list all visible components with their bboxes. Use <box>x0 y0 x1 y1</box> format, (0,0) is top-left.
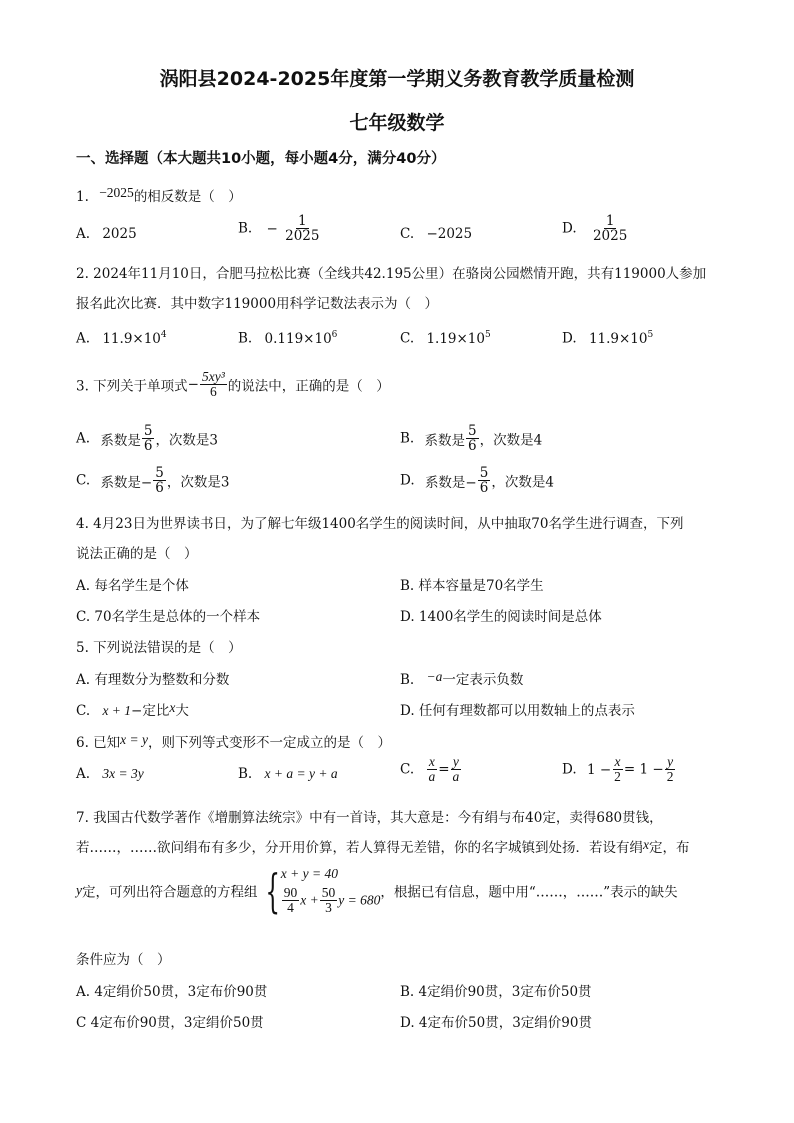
question-6-option-b: B. x + a = y + a <box>238 766 338 782</box>
question-2-line-2: 报名此次比赛．其中数字119000用科学记数法表示为（ ） <box>76 296 439 312</box>
left-brace: { <box>264 863 280 918</box>
question-7-option-c: C 4定布价90贯，3定绢价50贯 <box>76 1015 264 1031</box>
question-4-option-b: B. 样本容量是70名学生 <box>400 578 544 594</box>
question-7-line-2: 若……，……欲问绢布有多少，分开用价算，若人算得无差错，你的名字城镇到处扬．若设有绢x定，布 <box>76 837 690 856</box>
question-7-line-4: 条件应为（ ） <box>76 952 171 968</box>
question-4-option-d: D. 1400名学生的阅读时间是总体 <box>400 609 602 625</box>
fraction: $\frac{x}{a}$ <box>428 754 436 785</box>
fraction: $\frac{5}{6}$ <box>155 465 164 497</box>
fraction: $\frac{50}{3}$ <box>321 885 336 916</box>
question-5-option-b: B. −a一定表示负数 <box>400 669 524 688</box>
fraction: $\frac{5}{6}$ <box>479 465 489 497</box>
question-1-stem: 1. −2025的相反数是（ ） <box>76 185 242 205</box>
question-3-option-d: D. 系数是− $\frac{5}{6}$ ，次数是4 <box>400 465 554 497</box>
question-3-option-c: C. 系数是− $\frac{5}{6}$ ，次数是3 <box>76 465 230 497</box>
page-subtitle: 七年级数学 <box>349 112 445 134</box>
question-5-stem: 5. 下列说法错误的是（ ） <box>76 640 242 656</box>
question-1-option-a: A. 2025 <box>76 226 137 242</box>
question-1-option-b: B. − $\frac{1}{2025}$ <box>238 213 320 245</box>
fraction: $\frac{5}{6}$ <box>143 423 153 455</box>
fraction: $\frac{y}{2}$ <box>666 754 674 785</box>
question-2-option-b: B. $0.119\times 10^6$ <box>238 330 338 347</box>
page-title: 涡阳县2024-2025年度第一学期义务教育教学质量检测 <box>159 68 635 90</box>
question-5-option-a: A. 有理数分为整数和分数 <box>76 672 230 688</box>
math-expression: −2025 <box>99 185 134 200</box>
question-4-option-c: C. 70名学生是总体的一个样本 <box>76 609 261 625</box>
fraction: $\frac{x}{2}$ <box>614 754 621 785</box>
question-6-option-c: C. $\frac{x}{a}$ = $\frac{y}{a}$ <box>400 754 460 785</box>
fraction: $\frac{5}{6}$ <box>468 423 477 455</box>
question-number: 1. <box>76 189 89 205</box>
question-6-option-d: D. 1 − $\frac{x}{2}$ = 1 − $\frac{y}{2}$ <box>562 754 674 785</box>
question-7-option-a: A. 4定绢价50贯，3定布价90贯 <box>76 984 268 1000</box>
question-5-option-c: C. x + 1−定比x大 <box>76 700 189 719</box>
question-7-option-d: D. 4定布价50贯，3定绢价90贯 <box>400 1015 592 1031</box>
question-1-option-d: D. $\frac{1}{2025}$ <box>562 213 628 245</box>
question-3-option-a: A. 系数是 $\frac{5}{6}$ ，次数是3 <box>76 423 219 455</box>
question-1-option-c: C. −2025 <box>400 226 473 242</box>
question-2-option-a: A. $11.9\times 10^4$ <box>76 330 167 347</box>
question-7-line-1: 7. 我国古代数学著作《增删算法统宗》中有一首诗，其大意是：今有绢与布40定，卖得680贯钱， <box>76 810 663 826</box>
question-4-option-a: A. 每名学生是个体 <box>76 578 189 594</box>
section-heading: 一、选择题（本大题共10小题，每小题4分，满分40分） <box>76 151 446 167</box>
question-3-stem: 3. 下列关于单项式− $\frac{\text{5xy³}}{6}$ 的说法中，正确的是（ ） <box>76 369 390 400</box>
fraction: $\frac{y}{a}$ <box>452 754 460 785</box>
question-7-option-b: B. 4定绢价90贯，3定布价50贯 <box>400 984 592 1000</box>
question-5-option-d: D. 任何有理数都可以用数轴上的点表示 <box>400 703 635 719</box>
question-2-option-d: D. $11.9\times 10^5$ <box>562 330 654 347</box>
question-2-line-1: 2. 2024年11月10日，合肥马拉松比赛（全线共42.195公里）在骆岗公园燃情开跑，共有119000人参加 <box>76 266 707 282</box>
fraction: $\frac{90}{4}$ <box>283 885 298 916</box>
question-4-line-2: 说法正确的是（ ） <box>76 546 198 562</box>
question-6-stem: 6. 已知x = y，则下列等式变形不一定成立的是（ ） <box>76 732 392 751</box>
fraction: $\frac{\text{5xy³}}{6}$ <box>201 369 225 400</box>
question-6-option-a: A. 3x = 3y <box>76 766 144 782</box>
fraction: $\frac{1}{2025}$ <box>592 213 628 245</box>
question-2-option-c: C. $1.19\times 10^5$ <box>400 330 491 347</box>
fraction: $\frac{1}{2025}$ <box>285 213 320 245</box>
question-7-line-3: y定，可列出符合题意的方程组 { x + y = 40 $\frac{90}{4}$ x + $\frac{50}{3}$ y = 680 ，根据已有信息，题中用“……，……”表示的缺失 <box>76 863 678 918</box>
question-3-option-b: B. 系数是 $\frac{5}{6}$ ，次数是4 <box>400 423 543 455</box>
equation-system: { x + y = 40 $\frac{90}{4}$ x + $\frac{50}{3}$ y = 680 <box>264 863 381 918</box>
question-4-line-1: 4. 4月23日为世界读书日，为了解七年级1400名学生的阅读时间，从中抽取70名学生进行调查，下列 <box>76 516 684 532</box>
